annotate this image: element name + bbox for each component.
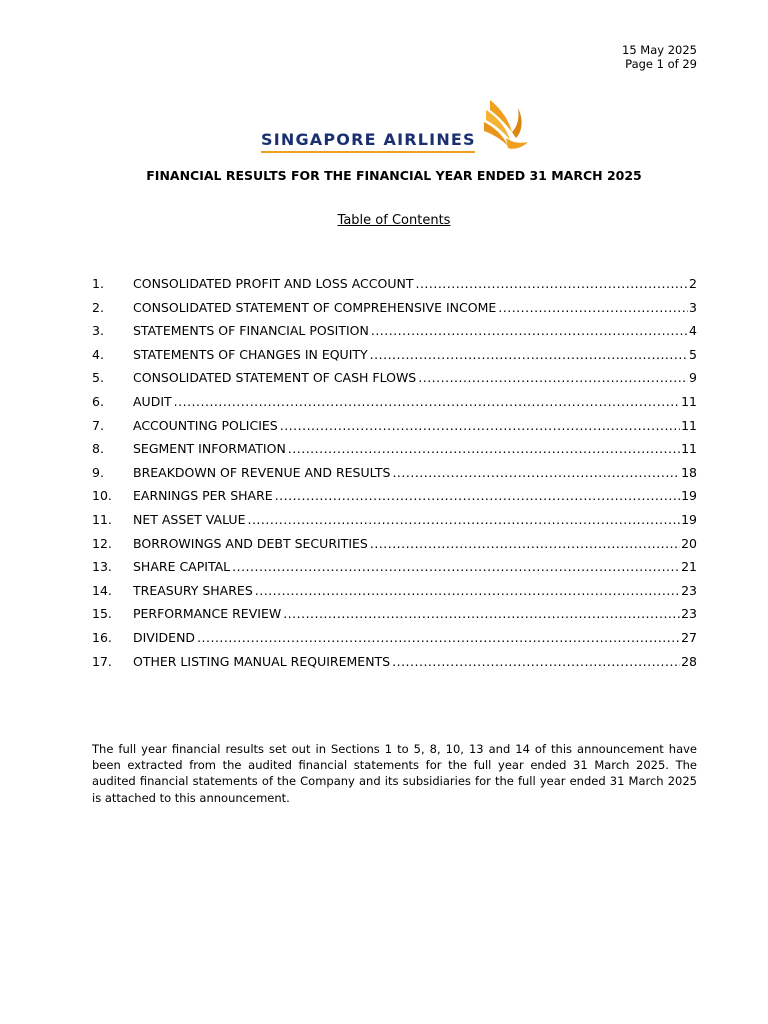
toc-entry-number: 13. — [92, 559, 112, 575]
toc-dot-leader — [275, 488, 680, 503]
toc-dot-leader — [232, 559, 680, 574]
toc-dot-leader — [415, 276, 688, 291]
toc-dot-leader — [418, 370, 688, 385]
toc-entry-number: 14. — [92, 582, 112, 598]
toc-entry — [92, 583, 697, 607]
toc-entry-number: 11. — [92, 511, 112, 527]
logo-underline — [261, 151, 475, 153]
toc-entry-title: NET ASSET VALUE — [133, 511, 246, 527]
toc-entry-page: 27 — [681, 629, 697, 645]
toc-entry-page: 19 — [681, 511, 697, 527]
toc-dot-leader — [247, 512, 680, 527]
toc-entry-title: STATEMENTS OF CHANGES IN EQUITY — [133, 346, 368, 362]
toc-entry-number: 8. — [92, 441, 104, 457]
toc-entry-page: 23 — [681, 582, 697, 598]
toc-entry-page: 21 — [681, 559, 697, 575]
toc-heading: Table of Contents — [337, 213, 451, 228]
toc-entry — [92, 536, 697, 560]
toc-dot-leader — [174, 394, 680, 409]
toc-entry-number: 2. — [92, 299, 104, 315]
toc-entry — [92, 394, 697, 418]
toc-entry-title: TREASURY SHARES — [133, 582, 253, 598]
toc-entry-title: SHARE CAPITAL — [133, 559, 231, 575]
toc-entry-page: 11 — [681, 393, 697, 409]
toc-entry-page: 28 — [681, 653, 697, 669]
toc-entry-number: 6. — [92, 393, 104, 409]
toc-entry-page: 11 — [681, 417, 697, 433]
toc-dot-leader — [280, 418, 680, 433]
toc-entry-title: CONSOLIDATED PROFIT AND LOSS ACCOUNT — [133, 276, 414, 291]
toc-entry-number: 1. — [92, 276, 104, 291]
footnote-paragraph: The full year financial results set out in Sections 1 to 5, 8, 10, 13 and 14 of this announcement have been extracted from the audited financial statements for the full year ended 31 March 2025. The audited financial statements of the Company and its subsidiaries for the full year ended 31 March 2025 is attached to this announcement. — [92, 742, 697, 805]
toc-entry-title: STATEMENTS OF FINANCIAL POSITION — [133, 323, 369, 339]
toc-entry-page: 18 — [681, 464, 697, 480]
toc-entry — [92, 606, 697, 630]
toc-entry — [92, 276, 697, 300]
toc-entry-page: 11 — [681, 441, 697, 457]
toc-entry-page: 19 — [681, 488, 697, 504]
toc-dot-leader — [288, 441, 680, 456]
toc-dot-leader — [370, 536, 680, 551]
toc-entry-number: 15. — [92, 606, 112, 622]
toc-entry-number: 10. — [92, 488, 112, 504]
toc-entry-title: AUDIT — [133, 393, 172, 409]
toc-entry — [92, 630, 697, 654]
toc-entry — [92, 418, 697, 442]
toc-entry-title: CONSOLIDATED STATEMENT OF COMPREHENSIVE INCOME — [133, 299, 497, 315]
page-indicator: Page 1 of 29 — [625, 57, 697, 71]
toc-entry — [92, 441, 697, 465]
toc-entry-number: 9. — [92, 464, 104, 480]
toc-dot-leader — [255, 583, 680, 598]
toc-entry-page: 3 — [689, 299, 697, 315]
toc-entry-title: CONSOLIDATED STATEMENT OF CASH FLOWS — [133, 370, 417, 386]
toc-entry-number: 4. — [92, 346, 104, 362]
table-of-contents — [92, 276, 697, 677]
company-logo — [256, 96, 546, 160]
toc-entry-title: PERFORMANCE REVIEW — [133, 606, 282, 622]
toc-dot-leader — [370, 347, 688, 362]
toc-entry-page: 5 — [689, 346, 697, 362]
toc-entry — [92, 488, 697, 512]
toc-entry-title: SEGMENT INFORMATION — [133, 441, 286, 457]
toc-entry-number: 3. — [92, 323, 104, 339]
toc-entry-page: 20 — [681, 535, 697, 551]
document-date: 15 May 2025 — [622, 43, 697, 57]
toc-entry-title: BORROWINGS AND DEBT SECURITIES — [133, 535, 368, 551]
toc-entry — [92, 347, 697, 371]
toc-entry-number: 7. — [92, 417, 104, 433]
toc-entry-page: 23 — [681, 606, 697, 622]
toc-entry-title: ACCOUNTING POLICIES — [133, 417, 278, 433]
toc-entry — [92, 465, 697, 489]
toc-entry — [92, 654, 697, 678]
toc-entry — [92, 300, 697, 324]
toc-dot-leader — [392, 654, 680, 669]
toc-dot-leader — [197, 630, 680, 645]
toc-dot-leader — [283, 606, 680, 621]
document-title: FINANCIAL RESULTS FOR THE FINANCIAL YEAR ENDED 31 MARCH 2025 — [146, 168, 642, 183]
toc-entry-page: 4 — [689, 323, 697, 339]
toc-entry-title: DIVIDEND — [133, 629, 196, 645]
toc-entry-number: 16. — [92, 629, 112, 645]
toc-entry-page: 2 — [689, 276, 697, 291]
toc-entry-number: 5. — [92, 370, 104, 386]
toc-dot-leader — [498, 300, 688, 315]
toc-entry-title: BREAKDOWN OF REVENUE AND RESULTS — [133, 464, 391, 480]
logo-wordmark: SINGAPORE AIRLINES — [261, 130, 476, 149]
singapore-airlines-bird-icon — [482, 98, 530, 156]
toc-entry — [92, 370, 697, 394]
toc-entry-page: 9 — [689, 370, 697, 386]
toc-dot-leader — [392, 465, 680, 480]
toc-entry-title: OTHER LISTING MANUAL REQUIREMENTS — [133, 653, 391, 669]
header-meta — [622, 43, 697, 71]
toc-entry-title: EARNINGS PER SHARE — [133, 488, 273, 504]
toc-entry — [92, 559, 697, 583]
toc-entry — [92, 323, 697, 347]
toc-entry-number: 17. — [92, 653, 112, 669]
toc-entry-number: 12. — [92, 535, 112, 551]
toc-dot-leader — [371, 323, 688, 338]
toc-entry — [92, 512, 697, 536]
